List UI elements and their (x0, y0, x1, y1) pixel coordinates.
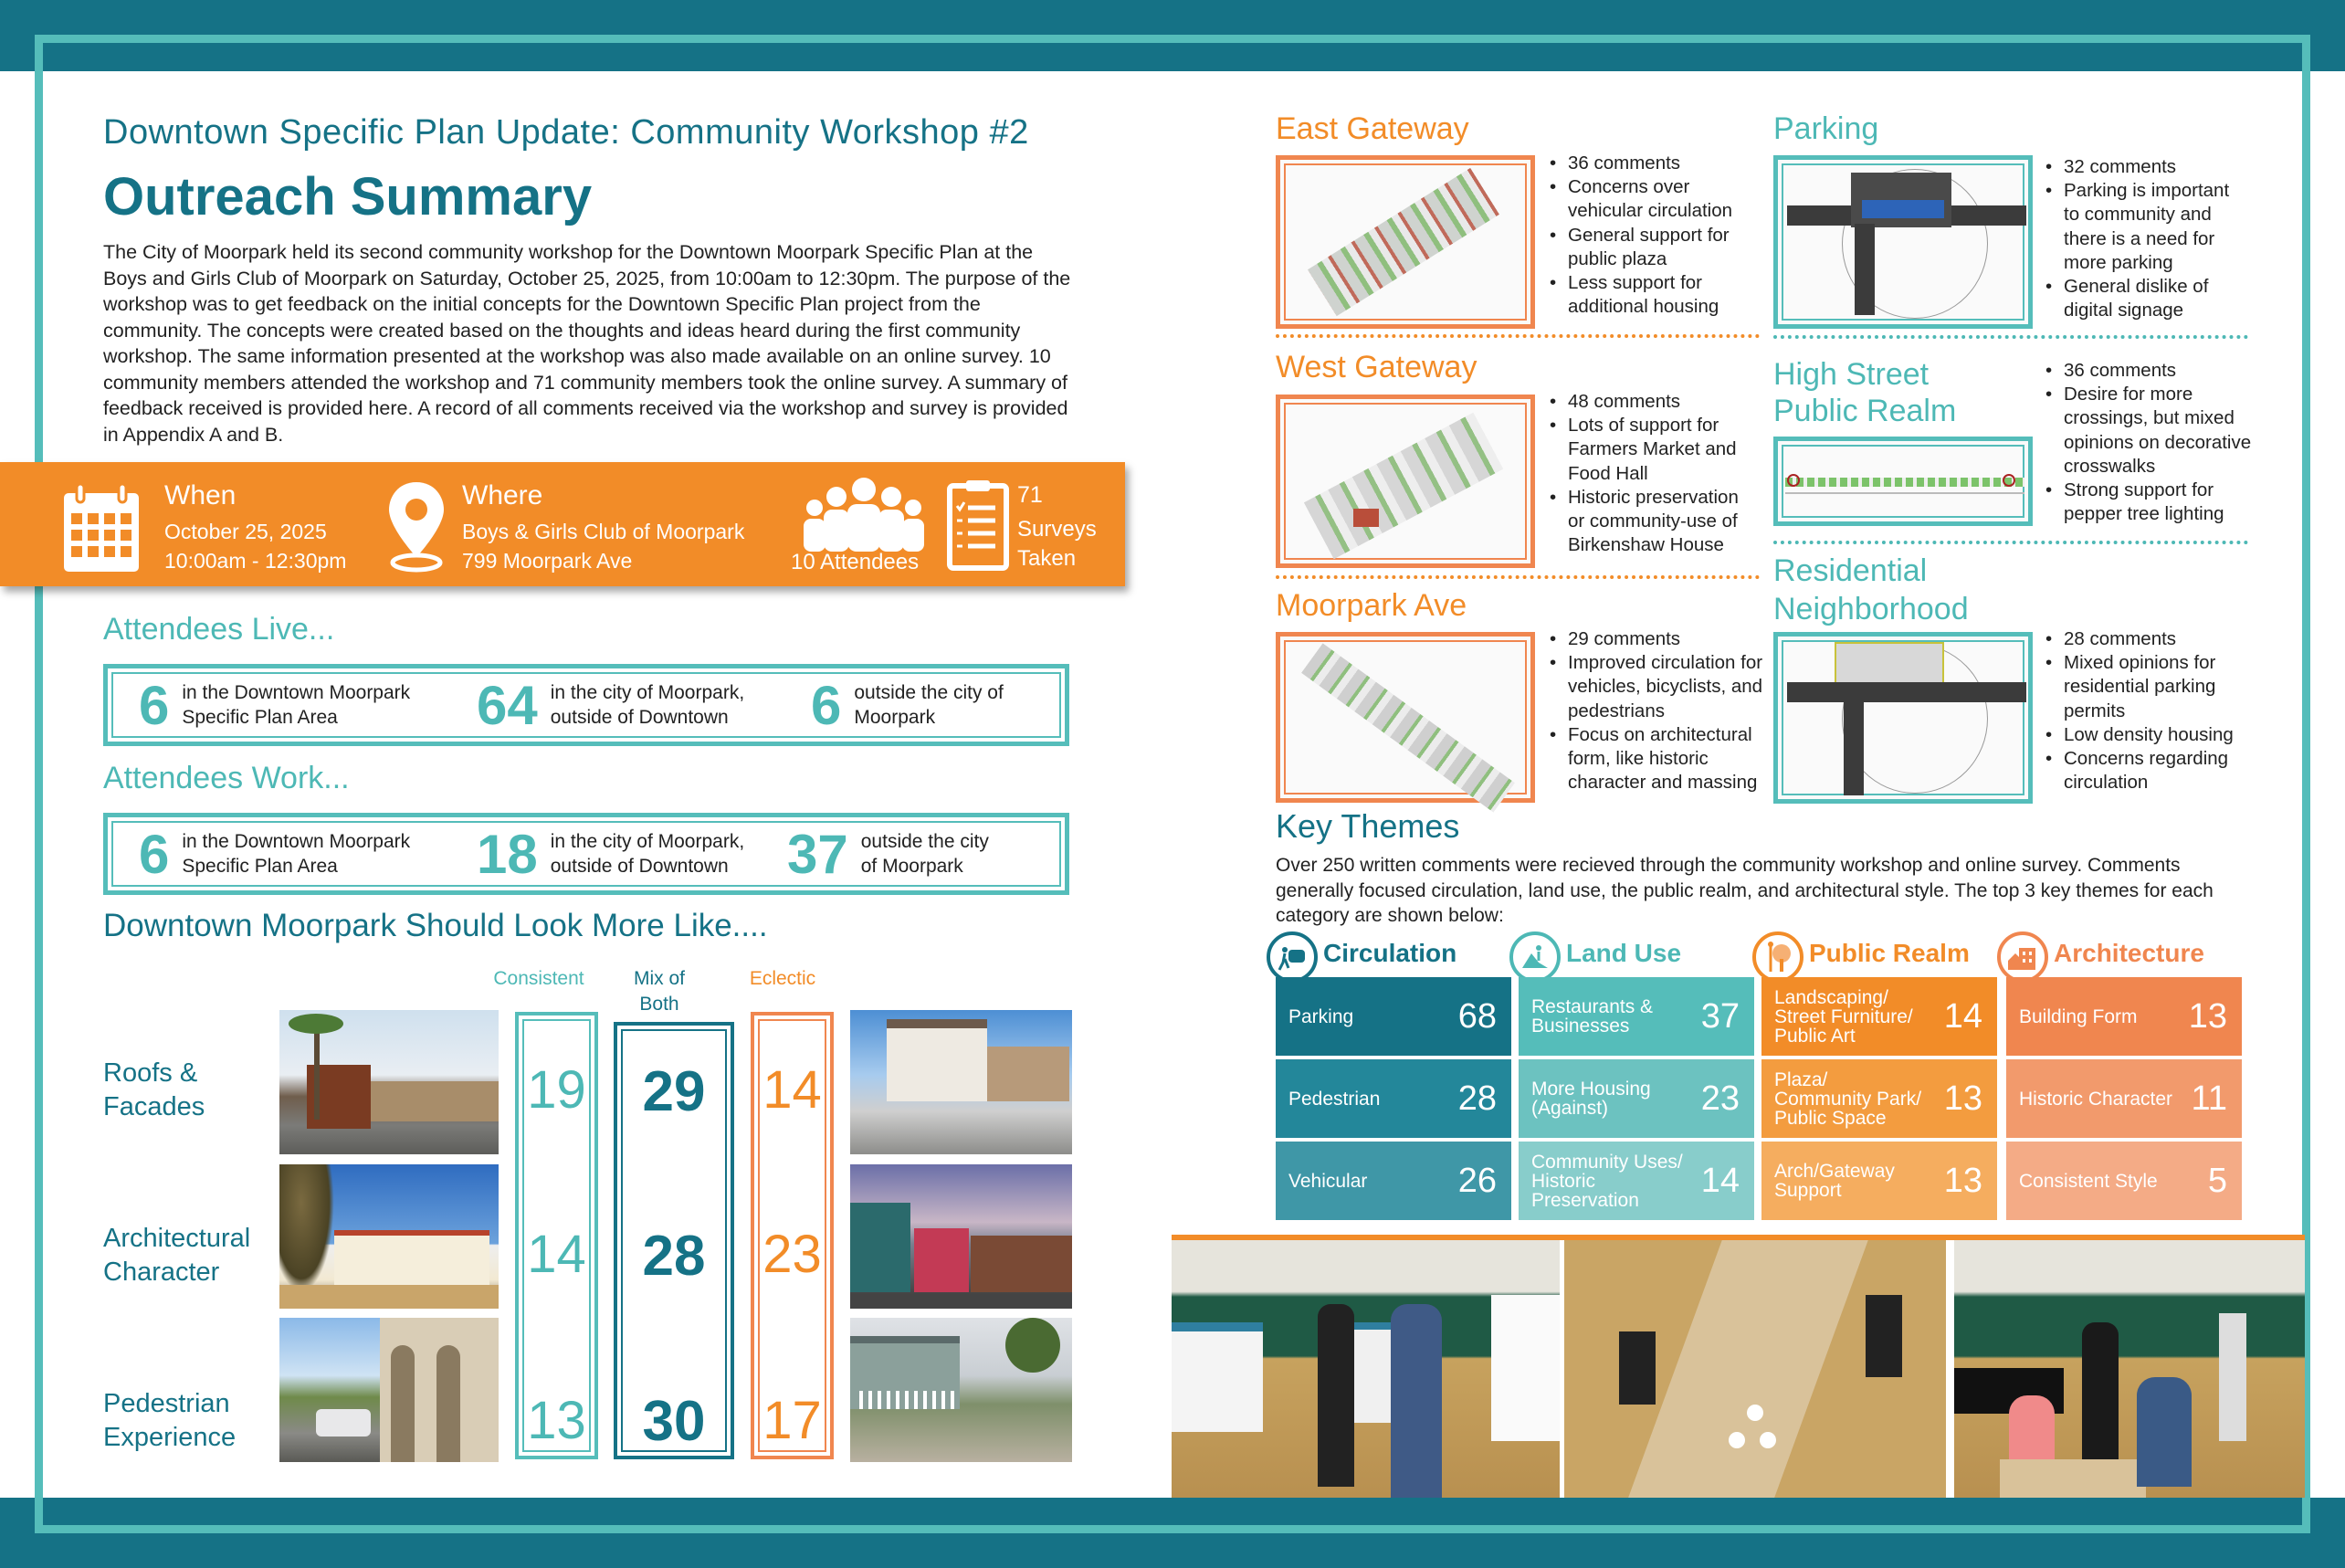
surveys-label-2: Taken (1017, 546, 1077, 571)
vote-mix-roofs: 29 (642, 1060, 706, 1123)
surveys-label-1: Surveys (1017, 517, 1097, 542)
buildings-icon (1997, 931, 2048, 983)
key-themes-text: Over 250 written comments were recieved through the community workshop and online survey. Comments generally focused circulation, land use, the public realm, and architectural style. The top 3 key themes for each category are shown below: (1276, 855, 2214, 926)
theme-cell: More Housing (Against) 23 (1519, 1059, 1754, 1138)
col-eclectic: Eclectic (749, 968, 816, 989)
page-title: Outreach Summary (103, 167, 593, 226)
when-label: When (164, 480, 237, 510)
theme-cell: Consistent Style 5 (2006, 1142, 2242, 1220)
theme-cell: Community Uses/ Historic Preservation 14 (1519, 1142, 1754, 1220)
mix-column (614, 1022, 734, 1459)
when-date: October 25, 2025 (164, 520, 327, 543)
theme-cell: Building Form 13 (2006, 977, 2242, 1056)
east-gateway-map (1276, 155, 1535, 329)
where-place: Boys & Girls Club of Moorpark (462, 520, 745, 543)
col-mix: Mix of Both (633, 968, 685, 1015)
west-gateway-bullets: • 48 comments • Lots of support for Farmers Market and Food Hall • Historic preservation or community-use of Birkenshaw House (1550, 390, 1751, 557)
theme-cell: Historic Character 11 (2006, 1059, 2242, 1138)
calendar-icon (62, 482, 141, 574)
residential-bullets: • 28 comments • Mixed opinions for residential parking permits • Low density housing • Concerns regarding circulation (2045, 627, 2256, 795)
divider (1276, 334, 1760, 338)
vote-eclectic-roofs: 14 (762, 1060, 822, 1120)
live-stats-box (103, 664, 1069, 746)
where-address: 799 Moorpark Ave (462, 549, 633, 573)
clipboard-icon (946, 477, 1010, 572)
west-gateway-title: West Gateway (1276, 350, 1477, 384)
work-stat-city: 18 in the city of Moorpark, outside of Downtown (477, 823, 745, 885)
photo-consistent-roofs (279, 1010, 499, 1154)
people-icon (800, 477, 928, 553)
photo-consistent-pedestrian (279, 1318, 499, 1462)
residential-title: Residential Neighborhood (1773, 553, 1969, 626)
tree-lamp-icon (1752, 931, 1803, 983)
theme-cell: Plaza/ Community Park/ Public Space 13 (1761, 1059, 1997, 1138)
parking-map (1773, 155, 2033, 329)
map-pin-icon (384, 479, 449, 574)
east-gateway-title: East Gateway (1276, 111, 1469, 146)
page-subtitle: Downtown Specific Plan Update: Community Workshop #2 (103, 113, 1029, 152)
live-stat-downtown: 6 in the Downtown Moorpark Specific Plan Area (139, 674, 411, 736)
work-heading: Attendees Work... (103, 761, 350, 795)
when-time: 10:00am - 12:30pm (164, 549, 347, 573)
photo-eclectic-architecture (850, 1164, 1072, 1309)
divider (1276, 575, 1760, 579)
event-info-banner (0, 462, 1125, 586)
live-stat-city: 64 in the city of Moorpark, outside of Downtown (477, 674, 745, 736)
live-stat-outside: 6 outside the city of Moorpark (811, 674, 1004, 736)
parking-title: Parking (1773, 111, 1879, 146)
row-label-roofs: Roofs & Facades (103, 1058, 205, 1121)
high-street-bullets: • 36 comments • Desire for more crossings, but mixed opinions on decorative crosswalks • Strong support for pepper tree lighting (2045, 359, 2265, 526)
divider (1773, 335, 2248, 339)
vote-eclectic-architecture: 23 (762, 1225, 822, 1284)
bottom-band-inner (43, 1498, 2302, 1525)
work-stat-downtown: 6 in the Downtown Moorpark Specific Plan Area (139, 823, 411, 885)
moorpark-ave-map (1276, 632, 1535, 803)
photo-eclectic-pedestrian (850, 1318, 1072, 1462)
workshop-photo-2 (1564, 1240, 1946, 1498)
moorpark-ave-bullets: • 29 comments • Improved circulation for vehicles, bicyclists, and pedestrians • Focus on architectural form, like historic character and massing (1550, 627, 1764, 795)
vote-mix-architecture: 28 (642, 1225, 706, 1288)
photo-consistent-architecture (279, 1164, 499, 1309)
parking-bullets: • 32 comments • Parking is important to community and there is a need for more parking • General dislike of digital signage (2045, 155, 2246, 322)
work-stats-box (103, 813, 1069, 895)
divider (1773, 541, 2248, 544)
work-stat-outside: 37 outside the city of Moorpark (787, 823, 989, 885)
high-street-title: High Street Public Realm (1773, 357, 1957, 428)
vote-mix-pedestrian: 30 (642, 1390, 706, 1453)
attendees-count: 10 Attendees (791, 550, 920, 574)
photo-eclectic-roofs (850, 1010, 1072, 1154)
theme-cell: Vehicular 26 (1276, 1142, 1511, 1220)
west-gateway-map (1276, 395, 1535, 568)
look-more-like-heading: Downtown Moorpark Should Look More Like.... (103, 908, 768, 943)
land-use-icon (1509, 931, 1561, 983)
moorpark-ave-title: Moorpark Ave (1276, 588, 1467, 623)
car-pedestrian-icon (1267, 931, 1318, 983)
row-label-pedestrian: Pedestrian Experience (103, 1389, 237, 1452)
workshop-photo-3 (1954, 1240, 2305, 1498)
theme-cell: Restaurants & Businesses 37 (1519, 977, 1754, 1056)
outreach-summary-page: Downtown Specific Plan Update: Community Workshop #2 Outreach Summary The City of Moorpark held its second community workshop for the Downtown Moorpark Specific Plan at the Boys and Girls Club of Moorpark on Saturday, October 25, 2025, from 10:00am to 12:30pm. The purpose of the workshop was to get feedback on the initial concepts for the Downtown Specific Plan project from the community. The concepts were created based on the thoughts and ideas heard during the first community workshop. The same information presented at the workshop was also made available on an online survey. 10 community members attended the workshop and 71 community members took the online survey. A summary of feedback received is provided here. A record of all comments received via the workshop and survey is provided in Appendix A and B. When October 25, 2025 10:00am - 12:30pm Where Boys & Girls Club of Moorpark 799 Moorpark Ave 10 Attendees 71 Surveys Taken Attendees Live... 6 in the Downtown Moorpark Specific Plan Area 64 in the city of Moorpark, outside of Downtown 6 outside the city of Moorpark Attendees Work... 6 in the Downtown Moorpark Specific Plan Area 18 in the city of Moorpark, outside of Downtown 37 outside the city of Moorpark Downtown Moorpark Should Look More Like.... Consistent Mix of Both Eclectic Roofs & Facades Architectural Character Pedestrian Experience 19 14 13 29 28 30 14 23 17 East Gateway • 36 comments • Concerns over vehicular circulation • General support for public plaza • Less support for additional housing West Gateway • 48 comments • Lots of support for Farmers Market and Food Hall • Historic preservation or community-use of Birkenshaw House Moorpark Ave • 29 comments • Improved circulation for vehicles, bicyclists, and pedestrians • Focus on architectural form, like historic character and massing Parking • 32 comments • Parking is important to community and there is a need for more parking • General dislike of digital signage High Street Public Realm • 36 comments • Desire for more crossings, but mixed opinions on decorative crosswalks • Strong support for pepper tree lighting Residential Neighborhood • 28 comments • Mixed opinions for residential parking permits • Low density housing • Concerns regarding circulation Key Themes Over 250 written comments were recieved through the community workshop and online survey. Comments generally focused circulation, land use, the public realm, and architectural style. The top 3 key themes for each category are shown below: Circulation Parking 68 Pedestrian 28 Vehicular 26 Land Use Restaurants & Businesses 37 More Housing (Against) 23 Community Uses/ Historic Preservation 14 Public Realm Landscaping/ Street Furniture/ Public Art 14 Plaza/ Community Park/ Public Space 13 Arch/Gateway Support 13 Architecture Building Form 13 Historic Character 11 Consistent Style 5 (0, 0, 2345, 1568)
east-gateway-bullets: • 36 comments • Concerns over vehicular circulation • General support for public plaza • Less support for additional housing (1550, 152, 1741, 319)
intro-paragraph: The City of Moorpark held its second community workshop for the Downtown Moorpark Specific Plan at the Boys and Girls Club of Moorpark on Saturday, October 25, 2025, from 10:00am to 12:30pm. The purpose of the workshop was to get feedback on the initial concepts for the Downtown Specific Plan project from the community. The concepts were created based on the thoughts and ideas heard during the first community workshop. The same information presented at the workshop was also made available on an online survey. 10 community members attended the workshop and 71 community members took the online survey. A summary of feedback received is provided here. A record of all comments received via the workshop and survey is provided in Appendix A and B. (103, 241, 1071, 446)
where-label: Where (462, 480, 543, 510)
workshop-photo-1 (1172, 1240, 1560, 1498)
theme-cell: Arch/Gateway Support 13 (1761, 1142, 1997, 1220)
top-band-inner (43, 43, 2302, 71)
theme-cell: Landscaping/ Street Furniture/ Public Art 14 (1761, 977, 1997, 1056)
theme-cell: Parking 68 (1276, 977, 1511, 1056)
vote-consistent-architecture: 14 (527, 1225, 586, 1284)
eclectic-column (751, 1012, 834, 1459)
residential-map (1773, 632, 2033, 804)
high-street-plan (1773, 437, 2033, 526)
vote-consistent-pedestrian: 13 (527, 1391, 586, 1450)
key-themes-heading: Key Themes (1276, 807, 1460, 845)
theme-cell: Pedestrian 28 (1276, 1059, 1511, 1138)
consistent-column (515, 1012, 598, 1459)
row-label-architecture: Architectural Character (103, 1224, 251, 1287)
vote-consistent-roofs: 19 (527, 1060, 586, 1120)
col-consistent: Consistent (493, 968, 584, 989)
vote-eclectic-pedestrian: 17 (762, 1391, 822, 1450)
surveys-number: 71 (1017, 482, 1043, 508)
live-heading: Attendees Live... (103, 612, 335, 647)
